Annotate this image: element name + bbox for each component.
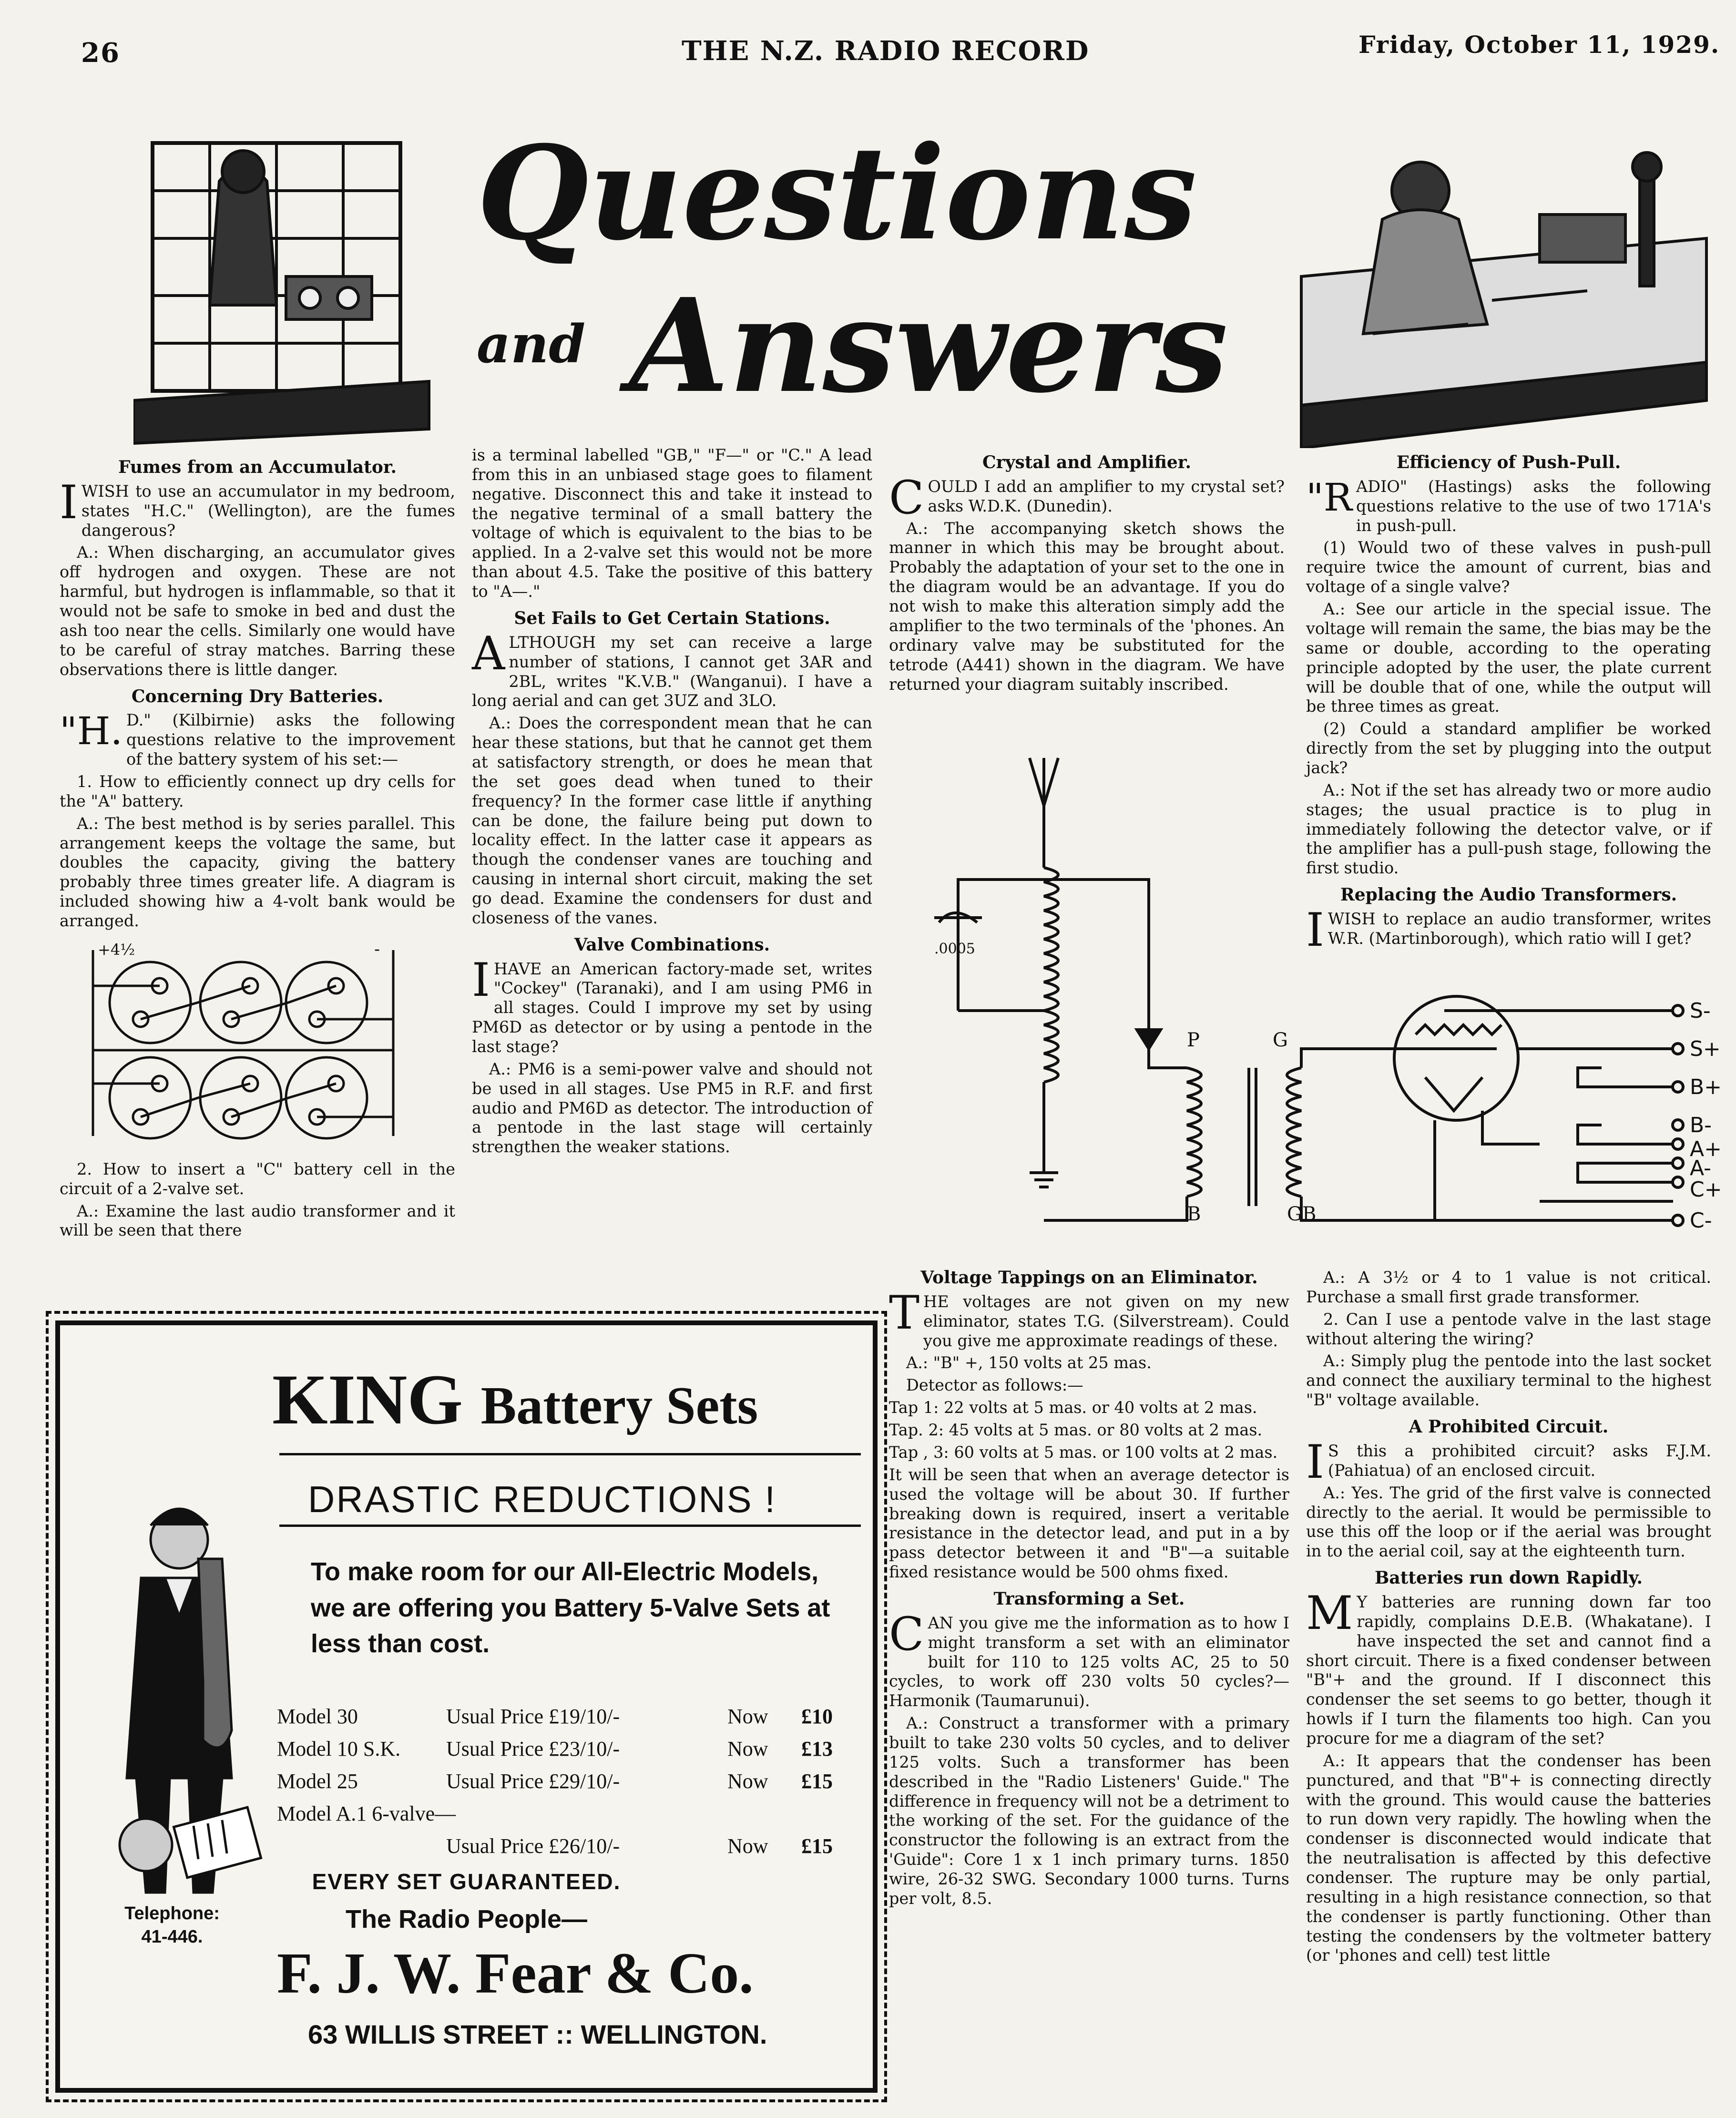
diagram-plus-label: +4½ xyxy=(98,940,135,959)
column-2 xyxy=(472,446,872,1160)
dropcap: "R xyxy=(1306,475,1353,520)
price-now: Now xyxy=(727,1770,768,1793)
dropcap: A xyxy=(472,626,505,680)
banner-illustration xyxy=(133,95,1716,448)
crystal-answer: A.: The accompanying sketch shows the manner in which this may be brought about. Probably the adaptation of your set to the one in the diagram would be an advantage. If you do not wish to make this alteration simply add the amplifier to the two terminals of the 'phones. An ordinary valve may be substituted for the tetrode (A441) shown in the diagram. We have returned your diagram suitably inscribed. xyxy=(889,519,1285,694)
ad-brand xyxy=(272,1359,758,1441)
price-value: £15 xyxy=(801,1834,833,1858)
heading-audio-transformers: Replacing the Audio Transformers. xyxy=(1340,885,1677,905)
fumes-question: WISH to use an accumulator in my bedroom, states "H.C." (Wellington), are the fumes dangerous? xyxy=(81,481,455,540)
heading-fumes: Fumes from an Accumulator. xyxy=(118,457,397,477)
heading-crystal: Crystal and Amplifier. xyxy=(982,452,1191,472)
ad-headline: DRASTIC REDUCTIONS ! xyxy=(308,1478,777,1520)
voltage-question: HE voltages are not given on my new eliminator, states T.G. (Silverstream). Could you give me approximate readings of these. xyxy=(923,1292,1289,1350)
left-illustration xyxy=(133,143,429,443)
tap-2: Tap. 2: 45 volts at 5 mas. or 80 volts at 2 mas. xyxy=(889,1421,1263,1440)
price-value: £15 xyxy=(801,1770,833,1793)
issue-date: Friday, October 11, 1929. xyxy=(1358,31,1720,59)
prohib-answer: A.: Yes. The grid of the first valve is connected directly to the aerial. It would be permissible to use this off the loop or if the aerial was brought in to the aerial coil, say at the eighteenth turn. xyxy=(1306,1483,1711,1561)
ad-telephone xyxy=(122,1902,222,1949)
valve-answer: A.: PM6 is a semi-power valve and should not be used in all stages. Use PM5 in R.F. and first audio and PM6D as detector. The introduction of a pentode in the last stage will certainly strengthen the weaker stations. xyxy=(472,1059,872,1156)
banner-title-answers: Answers xyxy=(629,270,1228,421)
price-now: Now xyxy=(727,1737,768,1760)
ad-divider xyxy=(279,1525,861,1527)
column-3-top xyxy=(889,446,1285,697)
audio-question-2: 2. Can I use a pentode valve in the last stage without altering the wiring? xyxy=(1306,1310,1711,1348)
dry-answer-1: A.: The best method is by series parallel. This arrangement keeps the voltage the same, but doubles the capacity, giving the battery probably three times greater life. A diagram is included showing hiw a 4-volt bank would be arranged. xyxy=(60,814,455,930)
price-value: £10 xyxy=(801,1705,833,1728)
heading-prohibited: A Prohibited Circuit. xyxy=(1409,1417,1609,1437)
heading-transforming: Transforming a Set. xyxy=(993,1588,1185,1609)
battery-diagram xyxy=(60,941,455,1150)
dropcap: T xyxy=(889,1286,920,1340)
push-question-1: (1) Would two of these valves in push-pull require twice the amount of current, bias and voltage of a single valve? xyxy=(1306,538,1711,596)
price-usual: Usual Price £26/10/- xyxy=(446,1834,620,1858)
terminal-label: S+ xyxy=(1690,1037,1721,1061)
ad-intro: To make room for our All-Electric Models, we are offering you Battery 5-Valve Sets at less than cost. xyxy=(311,1557,830,1658)
tap-3: Tap , 3: 60 volts at 5 mas. or 100 volts at 2 mas. xyxy=(889,1443,1278,1462)
push-question: ADIO" (Hastings) asks the following questions relative to the use of two 171A's in push-pull. xyxy=(1356,477,1711,535)
fumes-answer: A.: When discharging, an accumulator gives off hydrogen and oxygen. These are not harmful, but hydrogen is inflammable, so that it would not be safe to smoke in bed and dust the ash too near the cells. Similarly one would have to be careful of stray matches. Barring these observations there is little danger. xyxy=(60,543,455,679)
column-4-top xyxy=(1306,446,1711,957)
heading-batteries-run-down: Batteries run down Rapidly. xyxy=(1374,1568,1643,1588)
audio-answer-2: A.: Simply plug the pentode into the last socket and connect the auxiliary terminal to the highest "B" voltage available. xyxy=(1306,1351,1711,1410)
batt-question: Y batteries are running down far too rapidly, complains D.E.B. (Whakatane). I have inspected the set and cannot find a short circuit. There is a fixed condenser between "B"+ and the ground. If I disconnect this condenser the set seems to go better, though it howls if I turn the filaments too high. Can you procure for me a diagram of the set? xyxy=(1306,1592,1711,1748)
column-3-bottom xyxy=(889,1261,1289,1912)
right-illustration xyxy=(1301,153,1706,448)
ad-brand-king: KING xyxy=(272,1360,463,1439)
heading-voltage-tappings: Voltage Tappings on an Eliminator. xyxy=(920,1268,1258,1288)
diagram-minus-label: - xyxy=(374,940,380,959)
terminal-label: B- xyxy=(1690,1113,1712,1137)
ad-address: 63 WILLIS STREET :: WELLINGTON. xyxy=(308,2019,767,2049)
price-model: Model A.1 6-valve— xyxy=(277,1802,456,1825)
heading-valve-combinations: Valve Combinations. xyxy=(574,934,770,955)
dry-question: D." (Kilbirnie) asks the following questions relative to the improvement of the battery system of his set:— xyxy=(126,711,455,769)
push-answer-2: A.: Not if the set has already two or more audio stages; the usual practice is to plug in immediately following the detector valve, or if the amplifier has a pull-push stage, following the first studio. xyxy=(1306,780,1711,878)
c-battery-continued: is a terminal labelled "GB," "F—" or "C." A lead from this in an unbiased stage goes to filament negative. Disconnect this and take it instead to the negative terminal of a small battery the voltage of which is equivalent to the bias to be applied. In a 2-valve set this would not be more than about 4.5. Take the positive of this battery to "A—." xyxy=(472,446,872,601)
price-value: £13 xyxy=(801,1737,833,1760)
audio-answer: A.: A 3½ or 4 to 1 value is not critical. Purchase a small first grade transformer. xyxy=(1306,1268,1711,1306)
publication-title: THE N.Z. RADIO RECORD xyxy=(682,35,1090,67)
heading-dry-batteries: Concerning Dry Batteries. xyxy=(131,686,384,706)
ad-guarantee: EVERY SET GUARANTEED. xyxy=(312,1869,621,1894)
ad-illustration xyxy=(89,1483,270,1912)
circuit-label-g: G xyxy=(1273,1029,1288,1051)
dry-question-1: 1. How to efficiently connect up dry cells for the "A" battery. xyxy=(60,772,455,810)
dry-question-2: 2. How to insert a "C" battery cell in the circuit of a 2-valve set. xyxy=(60,1159,455,1198)
transform-answer: A.: Construct a transformer with a primary built to take 230 volts 50 cycles, and to deliver 125 volts. Such a transformer has been described in the "Radio Listeners' Guide." The difference in frequency will not be a detriment to the working of the set. For the guidance of the constructor the following is an extract from the 'Guide": Core 1 x 1 inch primary turns. 1850 wire, 26-32 SWG. Secondary 1000 turns. Turns per volt, 8.5. xyxy=(889,1714,1289,1908)
banner xyxy=(133,95,1716,448)
prohib-question: S this a prohibited circuit? asks F.J.M. (Pahiatua) of an enclosed circuit. xyxy=(1328,1441,1711,1480)
dropcap: C xyxy=(889,1607,924,1661)
push-question-2: (2) Could a standard amplifier be worked directly from the set by plugging into the output jack? xyxy=(1306,719,1711,777)
tap-1: Tap 1: 22 volts at 5 mas. or 40 volts at 2 mas. xyxy=(889,1398,1257,1417)
telephone-label: Telephone: xyxy=(124,1903,220,1924)
terminal-label: S- xyxy=(1690,999,1711,1023)
fails-answer: A.: Does the correspondent mean that he can hear these stations, but that he cannot get them at satisfactory strength, or does he mean that the set goes dead when tuned to their frequency? In the former case little if anything can be done, the failure being put down to locality effect. In the latter case it appears as though the condenser vanes are touching and causing in internal short circuit, making the set go dead. Examine the condensers for dust and closeness of the vanes. xyxy=(472,714,872,927)
heading-push-pull: Efficiency of Push-Pull. xyxy=(1396,452,1621,472)
dropcap: I xyxy=(472,953,490,1007)
price-model: Model 30 xyxy=(277,1705,358,1728)
ad-radio-people: The Radio People— xyxy=(345,1905,588,1934)
terminal-label: A+ xyxy=(1690,1137,1722,1161)
price-usual: Usual Price £29/10/- xyxy=(446,1770,620,1793)
dropcap: I xyxy=(1306,1435,1324,1489)
terminal-label: C- xyxy=(1690,1208,1712,1233)
ad-brand-rest: Battery Sets xyxy=(480,1376,758,1435)
batt-answer: A.: It appears that the condenser has been punctured, and that "B"+ is connecting directly with the ground. This would cause the batteries to run down very rapidly. The howling when the condenser is disconnected would indicate that the neutralisation is affected by this defective condenser. The rupture may be only partial, resulting in a high resistance connection, so that the condenser is partly functioning. Other than testing the condensers by the voltmeter battery (or 'phones and cell) test little xyxy=(1306,1751,1711,1965)
king-battery-advertisement xyxy=(55,1320,878,2093)
voltage-answer: A.: "B" +, 150 volts at 25 mas. xyxy=(906,1353,1152,1372)
page-number: 26 xyxy=(81,37,120,69)
push-answer-1: A.: See our article in the special issue. The voltage will remain the same, the bias may be the same or double, according to the operating principle adopted by the user, the plate current will be double that of one, while the output will be three times as great. xyxy=(1306,600,1711,716)
circuit-label-gb: GB xyxy=(1287,1203,1317,1225)
voltage-detector: Detector as follows:— xyxy=(906,1376,1083,1395)
transform-question: AN you give me the information as to how I might transform a set with an eliminator built for 110 to 125 volts AC, 25 to 50 cycles, to work off 230 volts 50 cycles?—Harmonik (Taumarunui). xyxy=(889,1613,1289,1710)
terminal-label: B+ xyxy=(1690,1075,1722,1099)
circuit-label-condenser: .0005 xyxy=(934,941,975,957)
circuit-label-p: P xyxy=(1187,1029,1200,1051)
circuit-label-b: B xyxy=(1187,1203,1201,1225)
valve-question: HAVE an American factory-made set, writes "Cockey" (Taranaki), and I am using PM6 in all stages. Could I improve my set by using PM6D as detector or by using a pentode in the last stage? xyxy=(472,959,872,1056)
ad-divider xyxy=(279,1453,861,1455)
price-model: Model 10 S.K. xyxy=(277,1737,401,1760)
banner-title-and: and xyxy=(477,313,586,375)
price-usual: Usual Price £23/10/- xyxy=(446,1737,620,1760)
terminal-label: A- xyxy=(1690,1156,1712,1180)
column-1 xyxy=(60,450,455,1243)
dropcap: "H. xyxy=(60,709,123,754)
heading-set-fails: Set Fails to Get Certain Stations. xyxy=(514,608,830,628)
price-now: Now xyxy=(727,1834,768,1858)
telephone-number: 41-446. xyxy=(141,1927,203,1947)
dropcap: C xyxy=(889,471,924,524)
crystal-question: OULD I add an amplifier to my crystal set? asks W.D.K. (Dunedin). xyxy=(928,477,1285,515)
audio-question: WISH to replace an audio transformer, writes W.R. (Martinborough), which ratio will I get? xyxy=(1328,910,1711,948)
ad-company: F. J. W. Fear & Co. xyxy=(277,1941,754,2005)
banner-title-questions: Questions xyxy=(477,117,1197,269)
price-usual: Usual Price £19/10/- xyxy=(446,1705,620,1728)
terminal-label: C+ xyxy=(1690,1177,1722,1202)
fails-question: LTHOUGH my set can receive a large number of stations, I cannot get 3AR and 2BL, writes "K.V.B." (Wanganui). I have a long aerial and can get 3UZ and 3LO. xyxy=(472,633,872,710)
dropcap: M xyxy=(1306,1586,1353,1640)
dropcap: I xyxy=(60,475,78,529)
dropcap: I xyxy=(1306,903,1324,957)
dry-answer-2: A.: Examine the last audio transformer and it will be seen that there xyxy=(60,1201,455,1240)
voltage-tail: It will be seen that when an average detector is used the voltage will be about 30. If further breaking down is required, insert a veritable resistance in the detector lead, and put in a by pass detector between it and "B"—a suitable fixed resistance would be 500 ohms fixed. xyxy=(889,1465,1289,1582)
price-now: Now xyxy=(727,1705,768,1728)
column-4-bottom xyxy=(1306,1268,1711,1968)
price-model: Model 25 xyxy=(277,1770,358,1793)
